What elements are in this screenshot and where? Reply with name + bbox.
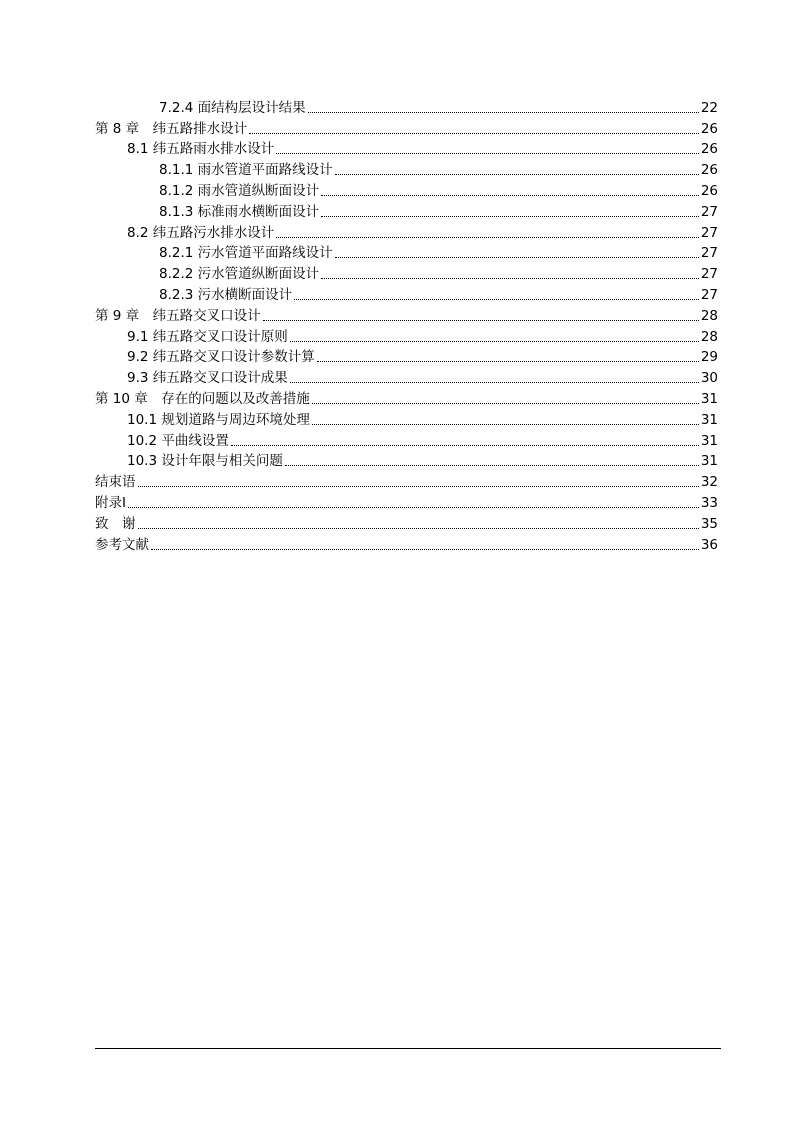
toc-entry[interactable]	[95, 96, 718, 117]
toc-entry-page-number: 35	[700, 515, 718, 532]
toc-entry[interactable]	[95, 283, 718, 304]
toc-entry-title: 9.1 纬五路交叉口设计原则	[127, 328, 288, 345]
toc-entry[interactable]	[95, 533, 718, 554]
toc-entry[interactable]	[95, 304, 718, 325]
toc-entry-title: 参考文献	[95, 536, 149, 553]
toc-dot-leader	[151, 549, 699, 550]
toc-entry-title: 8.2.3 污水横断面设计	[159, 286, 293, 303]
toc-dot-leader	[321, 278, 699, 279]
toc-dot-leader	[335, 257, 699, 258]
toc-entry-page-number: 27	[700, 224, 718, 241]
toc-entry-title: 致 谢	[95, 515, 136, 532]
toc-dot-leader	[317, 361, 699, 362]
toc-dot-leader	[128, 507, 699, 508]
toc-entry-page-number: 22	[700, 99, 718, 116]
toc-entry-page-number: 27	[700, 266, 718, 283]
toc-entry-page-number: 31	[700, 411, 718, 428]
toc-entry-page-number: 28	[700, 307, 718, 324]
toc-entry-title: 10.2 平曲线设置	[127, 432, 229, 449]
toc-dot-leader	[335, 174, 699, 175]
toc-entry[interactable]	[95, 387, 718, 408]
toc-dot-leader	[290, 341, 699, 342]
toc-entry-page-number: 36	[700, 536, 718, 553]
toc-entry[interactable]	[95, 325, 718, 346]
toc-entry[interactable]	[95, 138, 718, 159]
toc-entry-title: 10.1 规划道路与周边环境处理	[127, 411, 310, 428]
toc-entry-page-number: 28	[700, 328, 718, 345]
footer-rule	[95, 1048, 721, 1049]
toc-entry-title: 8.1 纬五路雨水排水设计	[127, 141, 275, 158]
toc-dot-leader	[321, 216, 699, 217]
toc-entry[interactable]	[95, 346, 718, 367]
toc-entry-title: 9.3 纬五路交叉口设计成果	[127, 370, 288, 387]
toc-dot-leader	[294, 299, 699, 300]
toc-entry[interactable]	[95, 221, 718, 242]
toc-entry-title: 8.1.3 标准雨水横断面设计	[159, 203, 320, 220]
toc-entry-title: 第 8 章 纬五路排水设计	[95, 120, 248, 137]
toc-dot-leader	[312, 424, 699, 425]
toc-entry[interactable]	[95, 512, 718, 533]
toc-entry-title: 第 9 章 纬五路交叉口设计	[95, 307, 261, 324]
toc-entry[interactable]	[95, 179, 718, 200]
toc-entry-page-number: 31	[700, 432, 718, 449]
toc-entry-title: 8.2 纬五路污水排水设计	[127, 224, 275, 241]
toc-dot-leader	[249, 133, 699, 134]
toc-entry[interactable]	[95, 117, 718, 138]
toc-entry-page-number: 30	[700, 370, 718, 387]
toc-entry[interactable]	[95, 158, 718, 179]
table-of-contents	[95, 96, 718, 554]
toc-entry-title: 8.2.1 污水管道平面路线设计	[159, 245, 333, 262]
toc-entry-page-number: 27	[700, 203, 718, 220]
toc-entry-title: 结束语	[95, 474, 136, 491]
toc-entry[interactable]	[95, 200, 718, 221]
toc-entry-page-number: 26	[700, 120, 718, 137]
toc-entry-page-number: 26	[700, 162, 718, 179]
toc-dot-leader	[321, 195, 699, 196]
toc-entry-page-number: 27	[700, 286, 718, 303]
toc-entry-title: 8.1.2 雨水管道纵断面设计	[159, 182, 320, 199]
toc-entry[interactable]	[95, 408, 718, 429]
toc-entry[interactable]	[95, 262, 718, 283]
toc-dot-leader	[231, 445, 699, 446]
toc-entry-title: 附录Ⅰ	[95, 494, 126, 511]
toc-dot-leader	[138, 528, 699, 529]
toc-dot-leader	[285, 465, 699, 466]
toc-entry-page-number: 31	[700, 453, 718, 470]
toc-entry-page-number: 26	[700, 141, 718, 158]
toc-entry-title: 8.1.1 雨水管道平面路线设计	[159, 162, 333, 179]
toc-entry-title: 10.3 设计年限与相关问题	[127, 453, 283, 470]
toc-entry-page-number: 29	[700, 349, 718, 366]
toc-dot-leader	[138, 486, 699, 487]
toc-dot-leader	[312, 403, 699, 404]
toc-dot-leader	[263, 320, 699, 321]
toc-dot-leader	[276, 237, 699, 238]
toc-entry-title: 7.2.4 面结构层设计结果	[159, 99, 306, 116]
toc-entry-page-number: 32	[700, 474, 718, 491]
toc-entry[interactable]	[95, 491, 718, 512]
toc-entry-title: 9.2 纬五路交叉口设计参数计算	[127, 349, 315, 366]
toc-entry[interactable]	[95, 366, 718, 387]
toc-entry-title: 8.2.2 污水管道纵断面设计	[159, 266, 320, 283]
toc-entry-page-number: 33	[700, 494, 718, 511]
toc-entry-title: 第 10 章 存在的问题以及改善措施	[95, 390, 310, 407]
toc-dot-leader	[290, 382, 699, 383]
toc-entry[interactable]	[95, 242, 718, 263]
toc-dot-leader	[308, 112, 699, 113]
toc-entry-page-number: 31	[700, 390, 718, 407]
toc-entry-page-number: 27	[700, 245, 718, 262]
toc-entry[interactable]	[95, 450, 718, 471]
toc-entry[interactable]	[95, 470, 718, 491]
toc-entry-page-number: 26	[700, 182, 718, 199]
toc-dot-leader	[276, 153, 699, 154]
toc-entry[interactable]	[95, 429, 718, 450]
